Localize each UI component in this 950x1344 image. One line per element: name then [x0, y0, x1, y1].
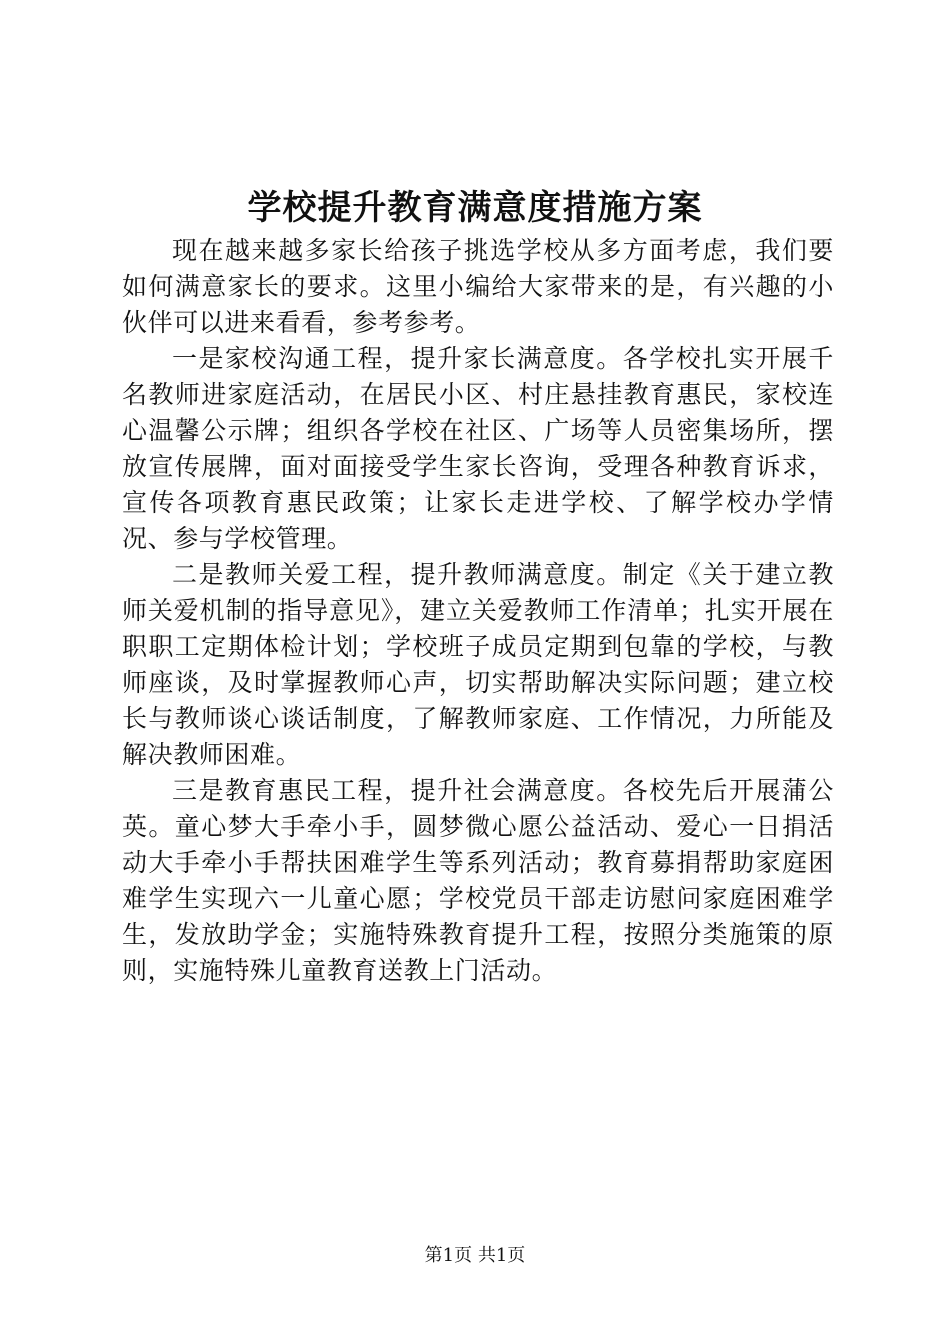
page-footer: 第1页 共1页	[424, 1245, 526, 1266]
document-body	[122, 233, 834, 989]
document-title: 学校提升教育满意度措施方案	[247, 188, 703, 228]
paragraph-education-benefit: 三是教育惠民工程，提升社会满意度。各校先后开展蒲公英。童心梦大手牵小手，圆梦微心愿公益活动、爱心一日捐活动大手牵小手帮扶困难学生等系列活动；教育募捐帮助家庭困难学生实现六一儿童心愿；学校党员干部走访慰问家庭困难学生，发放助学金；实施特殊教育提升工程，按照分类施策的原则，实施特殊儿童教育送教上门活动。	[122, 776, 834, 985]
paragraph-intro: 现在越来越多家长给孩子挑选学校从多方面考虑，我们要如何满意家长的要求。这里小编给大家带来的是，有兴趣的小伙伴可以进来看看，参考参考。	[122, 236, 834, 337]
paragraph-home-school: 一是家校沟通工程，提升家长满意度。各学校扎实开展千名教师进家庭活动，在居民小区、村庄悬挂教育惠民，家校连心温馨公示牌；组织各学校在社区、广场等人员密集场所，摆放宣传展牌，面对面接受学生家长咨询，受理各种教育诉求，宣传各项教育惠民政策；让家长走进学校、了解学校办学情况、参与学校管理。	[122, 344, 834, 553]
paragraph-teacher-care: 二是教师关爱工程，提升教师满意度。制定《关于建立教师关爱机制的指导意见》，建立关爱教师工作清单；扎实开展在职职工定期体检计划；学校班子成员定期到包靠的学校，与教师座谈，及时掌握教师心声，切实帮助解决实际问题；建立校长与教师谈心谈话制度，了解教师家庭、工作情况，力所能及解决教师困难。	[122, 560, 834, 769]
